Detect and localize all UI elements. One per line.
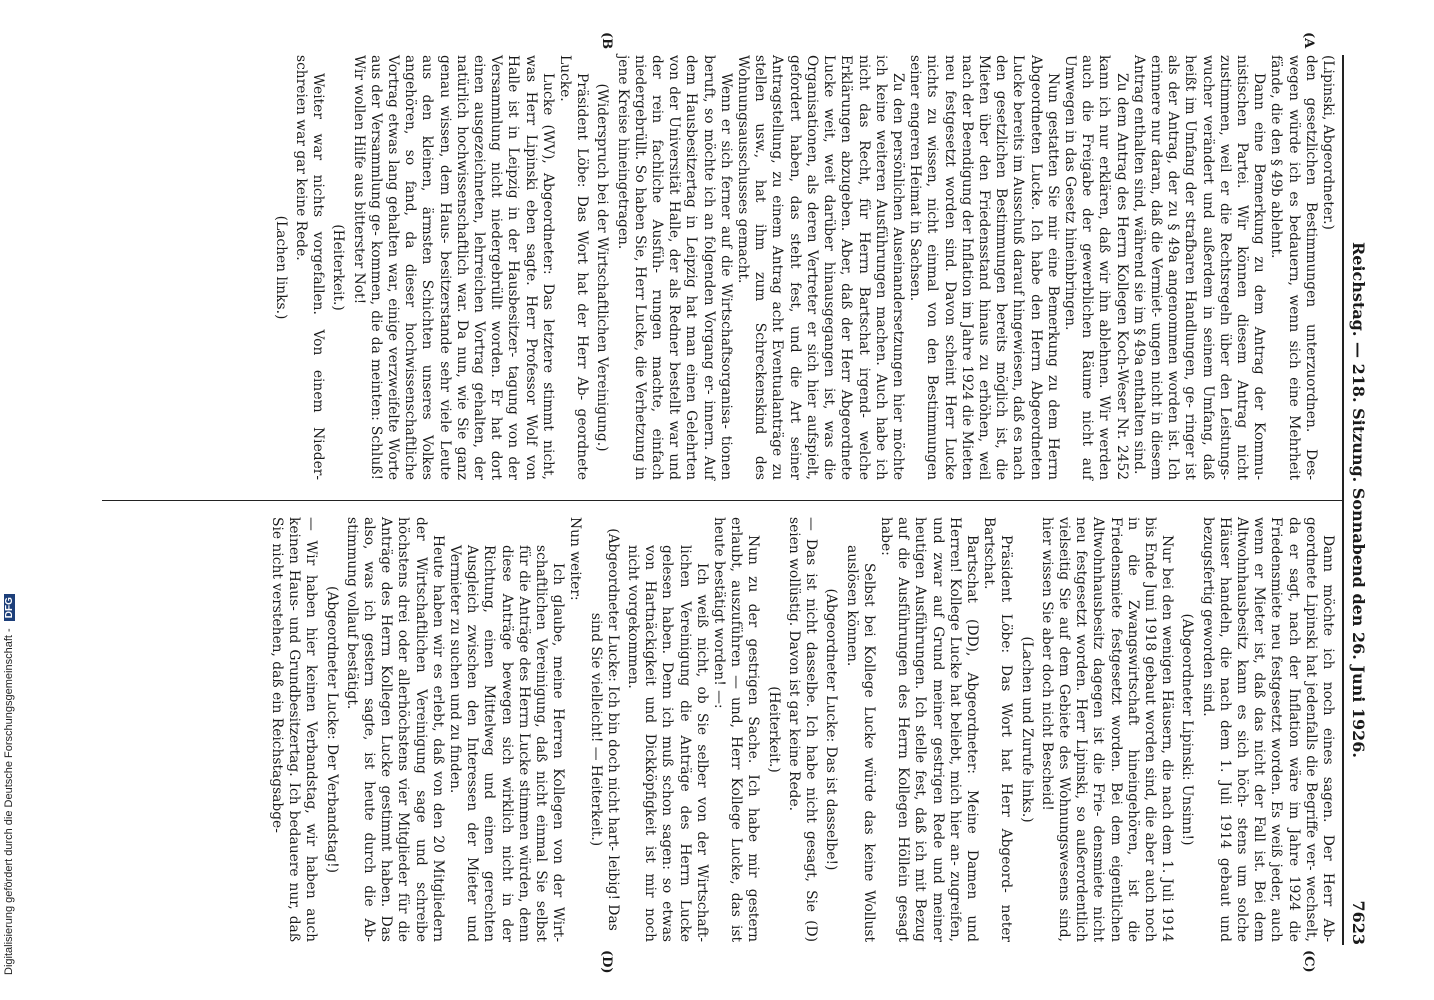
- paragraph: Bartschat (DD), Abgeordneter: Meine Damen und Herren! Kollege Lucke hat beliebt, mich hier an- zugreifen, und zwar auf Grund meiner gestrigen Rede und meiner heutigen Ausführungen. Ich stelle fest, daß ich mit Bezug auf die Ausführungen des Herrn Kollegen Höllein gesagt habe:: [877, 517, 980, 942]
- interjection: (Abgeordneter Lucke: Ich bin doch nicht hart- leibig! Das sind Sie vielleicht! — Heiterkeit.): [587, 528, 621, 931]
- interjection: (Abgeordneter Lipinski: Unsinn!): [1179, 613, 1196, 846]
- quote: Selbst bei Kollege Lucke würde das keine Wollust auslösen können.: [843, 545, 877, 942]
- interjection: (Heiterkeit.): [765, 686, 782, 773]
- paragraph: Präsident Löbe: Das Wort hat Herr Abgeord- neter Bartschat.: [981, 517, 1015, 942]
- margin-mark-a: (A: [1301, 32, 1316, 49]
- paragraph: Wenn er sich ferner auf die Wirtschaftsorganisa- tionen beruft, so möchte ich an folgenden Vorgang er- innern. Auf dem Hausbesitzertag in Leipzig hat man einen Gelehrten von der Universität Halle, der als Redner bestellt war und der rein fachliche Ausfüh- rungen machte, einfach niedergebrüllt. So haben Sie, Herr Lucke, die Verhetzung in jene Kreise hineingetragen.: [614, 55, 734, 480]
- speaker-tag: (Lipinski, Abgeordneter.): [1320, 55, 1336, 230]
- paragraph: Präsident Löbe: Das Wort hat der Herr Ab- geordnete Lucke.: [557, 55, 591, 480]
- paragraph: Nur bei den wenigen Häusern, die nach dem 1. Juli 1914 bis Ende Juni 1918 gebaut worden sind, die aber auch noch in die Zwangswirtschaft hineingehören, ist die Friedensmiete festgesetzt worden. Bei dem eigentlichen Altwohnhausbesitz dagegen ist die Frie- densmiete nicht neu festgesetzt worden. Herr Lipinski, so außerordentlich vielseitig Sie auf dem Gebiete des Wohnungswesens sind, hier wissen Sie aber doch nicht Bescheid!: [1038, 517, 1176, 942]
- quote: Ich weiß nicht, ob Sie selber von der Wirtschaft- lichen Vereinigung die Anträge des Herrn Lucke gelesen haben. Denn ich muß schon sagen: so etwas von Hartnäckigkeit und Dickköpfigkeit ist mir noch nicht vorgekommen.: [625, 545, 710, 942]
- paragraph: Heute haben wir es erlebt, daß von den 20 Mitgliedern der Wirtschaftlichen Vereinigung sage und schreibe höchstens drei oder allerhöchstens vier Mitglieder für die Anträge des Herrn Kollegen Lucke gestimmt haben. Das also, was ich gestern sagte, ist heute durch die Ab- stimmung vollauf bestätigt.: [343, 517, 446, 942]
- paragraph: — Das ist nicht dasselbe. Ich habe nicht gesagt, Sie (D) seien wollüstig. Davon ist gar keine Rede.: [785, 517, 820, 942]
- paragraph: Zu den persönlichen Auseinandersetzungen hier möchte ich keine weiteren Ausführungen machen. Auch habe ich nicht das Recht, für Herrn Bartschat irgend- welche Erklärungen abzugeben. Aber, daß der Herr Abgeordnete Lucke weit, weit darüber hinausgegangen ist, was die Organisationen, als deren Vertreter er sich hier aufspielt, gefordert haben, das steht fest, und die Art seiner Antragstellung, zu einem Antrag acht Eventualanträge zu stellen usw., hat ihm zum Schreckenskind des Wohnungsausschusses gemacht.: [735, 55, 906, 480]
- paragraph: Dann eine Bemerkung zu dem Antrag der Kommu- nistischen Partei. Wir können diesem Antrag nicht zustimmen, weil er die Rechtsregeln über den Leistungs- wucher verändert und außerdem in seinem Umfang, daß heißt im Umfang der strafbaren Handlungen, ge- ringer ist als der Antrag, der zu § 49a angenommen worden ist. Ich erinnere nur daran, daß die Vermiet- ungen nicht in diesem Antrag enthalten sind, während sie im § 49a enthalten sind.: [1130, 55, 1268, 480]
- margin-mark-b: (B: [599, 32, 614, 50]
- interjection: (Widerspruch bei der Wirtschaftlichen Vereinigung.): [594, 83, 611, 452]
- interjection: (Abgeordneter Lucke: Der Verbandstag!): [323, 585, 340, 874]
- right-column: [268, 517, 1336, 942]
- page-number: 7623: [1349, 900, 1368, 945]
- paragraph: Weiter war nichts vorgefallen. Von einem Nieder- schreien war gar keine Rede.: [293, 55, 327, 480]
- paragraph: — Wir haben hier keinen Verbandstag, wir haben auch keinen Haus- und Grundbesitzertag. Ich bedauere nur, daß Sie nicht verstehen, daß ein Reichstagsabge-: [269, 517, 320, 942]
- header-title: Reichstag. — 218. Sitzung. Sonnabend den 26. Juni 1926.: [1349, 241, 1368, 758]
- paragraph: Nun zu der gestrigen Sache. Ich habe mir gestern erlaubt, auszuführen — und, Herr Kollege Lucke, das ist heute bestätigt worden! —:: [711, 517, 762, 942]
- paragraph: Dann möchte ich noch eines sagen. Der Herr Ab- geordnete Lipinski hat jedenfalls die Begriffe ver- wechselt, da er sagt, nach der Inflation wäre im Jahre 1924 die Friedensmiete neu festgesetzt worden. Es weiß jeder, auch wenn er Mieter ist, daß das nicht der Fall ist. Bei dem Altwohnhausbesitz kann es sich höch- stens um solche Häuser handeln, die nach dem 1. Juli 1914 gebaut und bezugsfertig geworden sind.: [1199, 517, 1336, 942]
- digitization-footer-strip: [0, 0, 26, 1000]
- left-column: [269, 55, 1336, 480]
- margin-mark-d: (D): [599, 950, 614, 974]
- interjection: (Lachen und Zurufe links.): [1018, 636, 1035, 823]
- header-rule: [1342, 55, 1344, 945]
- footer-text: Digitalisierung gefördert durch die Deutsche Forschungsgemeinschaft -: [3, 628, 15, 975]
- interjection: (Abgeordneter Lucke: Das ist dasselbe!): [823, 588, 840, 871]
- paragraph: Nun gestatten Sie mir eine Bemerkung zu dem Herrn Abgeordneten Lucke. Ich habe den Herrn Abgeordneten Lucke bereits im Ausschuß darauf hingewiesen, daß es nach den gesetzlichen Bestimmungen bereits möglich ist, die Mieten über den Friedensstand hinaus zu erhöhen, weil nach der Beendigung der Inflation im Jahre 1924 die Mieten neu festgesetzt worden sind. Davon scheint Herr Lucke nichts zu wissen, nicht einmal von den Bestimmungen seiner engeren Heimat in Sachsen.: [907, 55, 1061, 480]
- paragraph: Zu dem Antrag des Herrn Kollegen Koch-Weser Nr. 2452 kann ich nur erklären, daß wir ihn ablehnen. Wir werden auch die Freigabe der gewerblichen Räume nicht auf Umwegen in das Gesetz hineinbringen.: [1061, 55, 1130, 480]
- dfg-logo: DFG: [4, 594, 15, 621]
- paragraph: Lucke (WV), Abgeordneter: Das letztere stimmt nicht, was Herr Lipinski eben sagte. Herr Professor Wolf von Halle ist in Leipzig in der Hausbesitzer- tagung von der Versammlung nicht niedergebrüllt worden. Er hat dort einen ausgezeichneten, lehrreichen Vortrag gehalten, der natürlich hochwissenschaftlich war. Da nun, wie Sie ganz genau wissen, dem Haus- besitzerstande sehr viele Leute aus den kleinen, ärmsten Schichten unseres Volkes angehören, so fand, da dieser hochwissenschaftliche Vortrag etwas lang gehalten war, einige verzweifelte Worte aus der Versammlung ge- kommen, die da meinten: Schluß! Wir wollen Hilfe aus bitterster Not!: [350, 55, 556, 480]
- interjection: (Lachen links.): [272, 215, 289, 320]
- running-header: [1346, 55, 1368, 945]
- paragraph: Nun weiter:: [567, 517, 584, 601]
- quote: Ich glaube, meine Herren Kollegen von der Wirt- schaftlichen Vereinigung, daß nicht einmal Sie selbst für die Anträge des Herrn Lucke stimmen würden, denn diese Anträge bewegen sich wirklich nicht in der Richtung, einen Mittelweg und einen gerechten Ausgleich zwischen den Interessen der Mieter und Vermieter zu suchen und zu finden.: [447, 545, 567, 942]
- interjection: (Heiterkeit.): [330, 224, 347, 311]
- digitization-footer: [3, 5, 23, 975]
- column-divider: [102, 500, 1342, 501]
- paragraph: den gesetzlichen Bestimmungen unterzuordnen. Des- wegen würde ich es bedauern, wenn sich eine Mehrheit fände, die den § 49b ablehnt.: [1268, 55, 1319, 480]
- margin-mark-c: (C): [1301, 950, 1316, 973]
